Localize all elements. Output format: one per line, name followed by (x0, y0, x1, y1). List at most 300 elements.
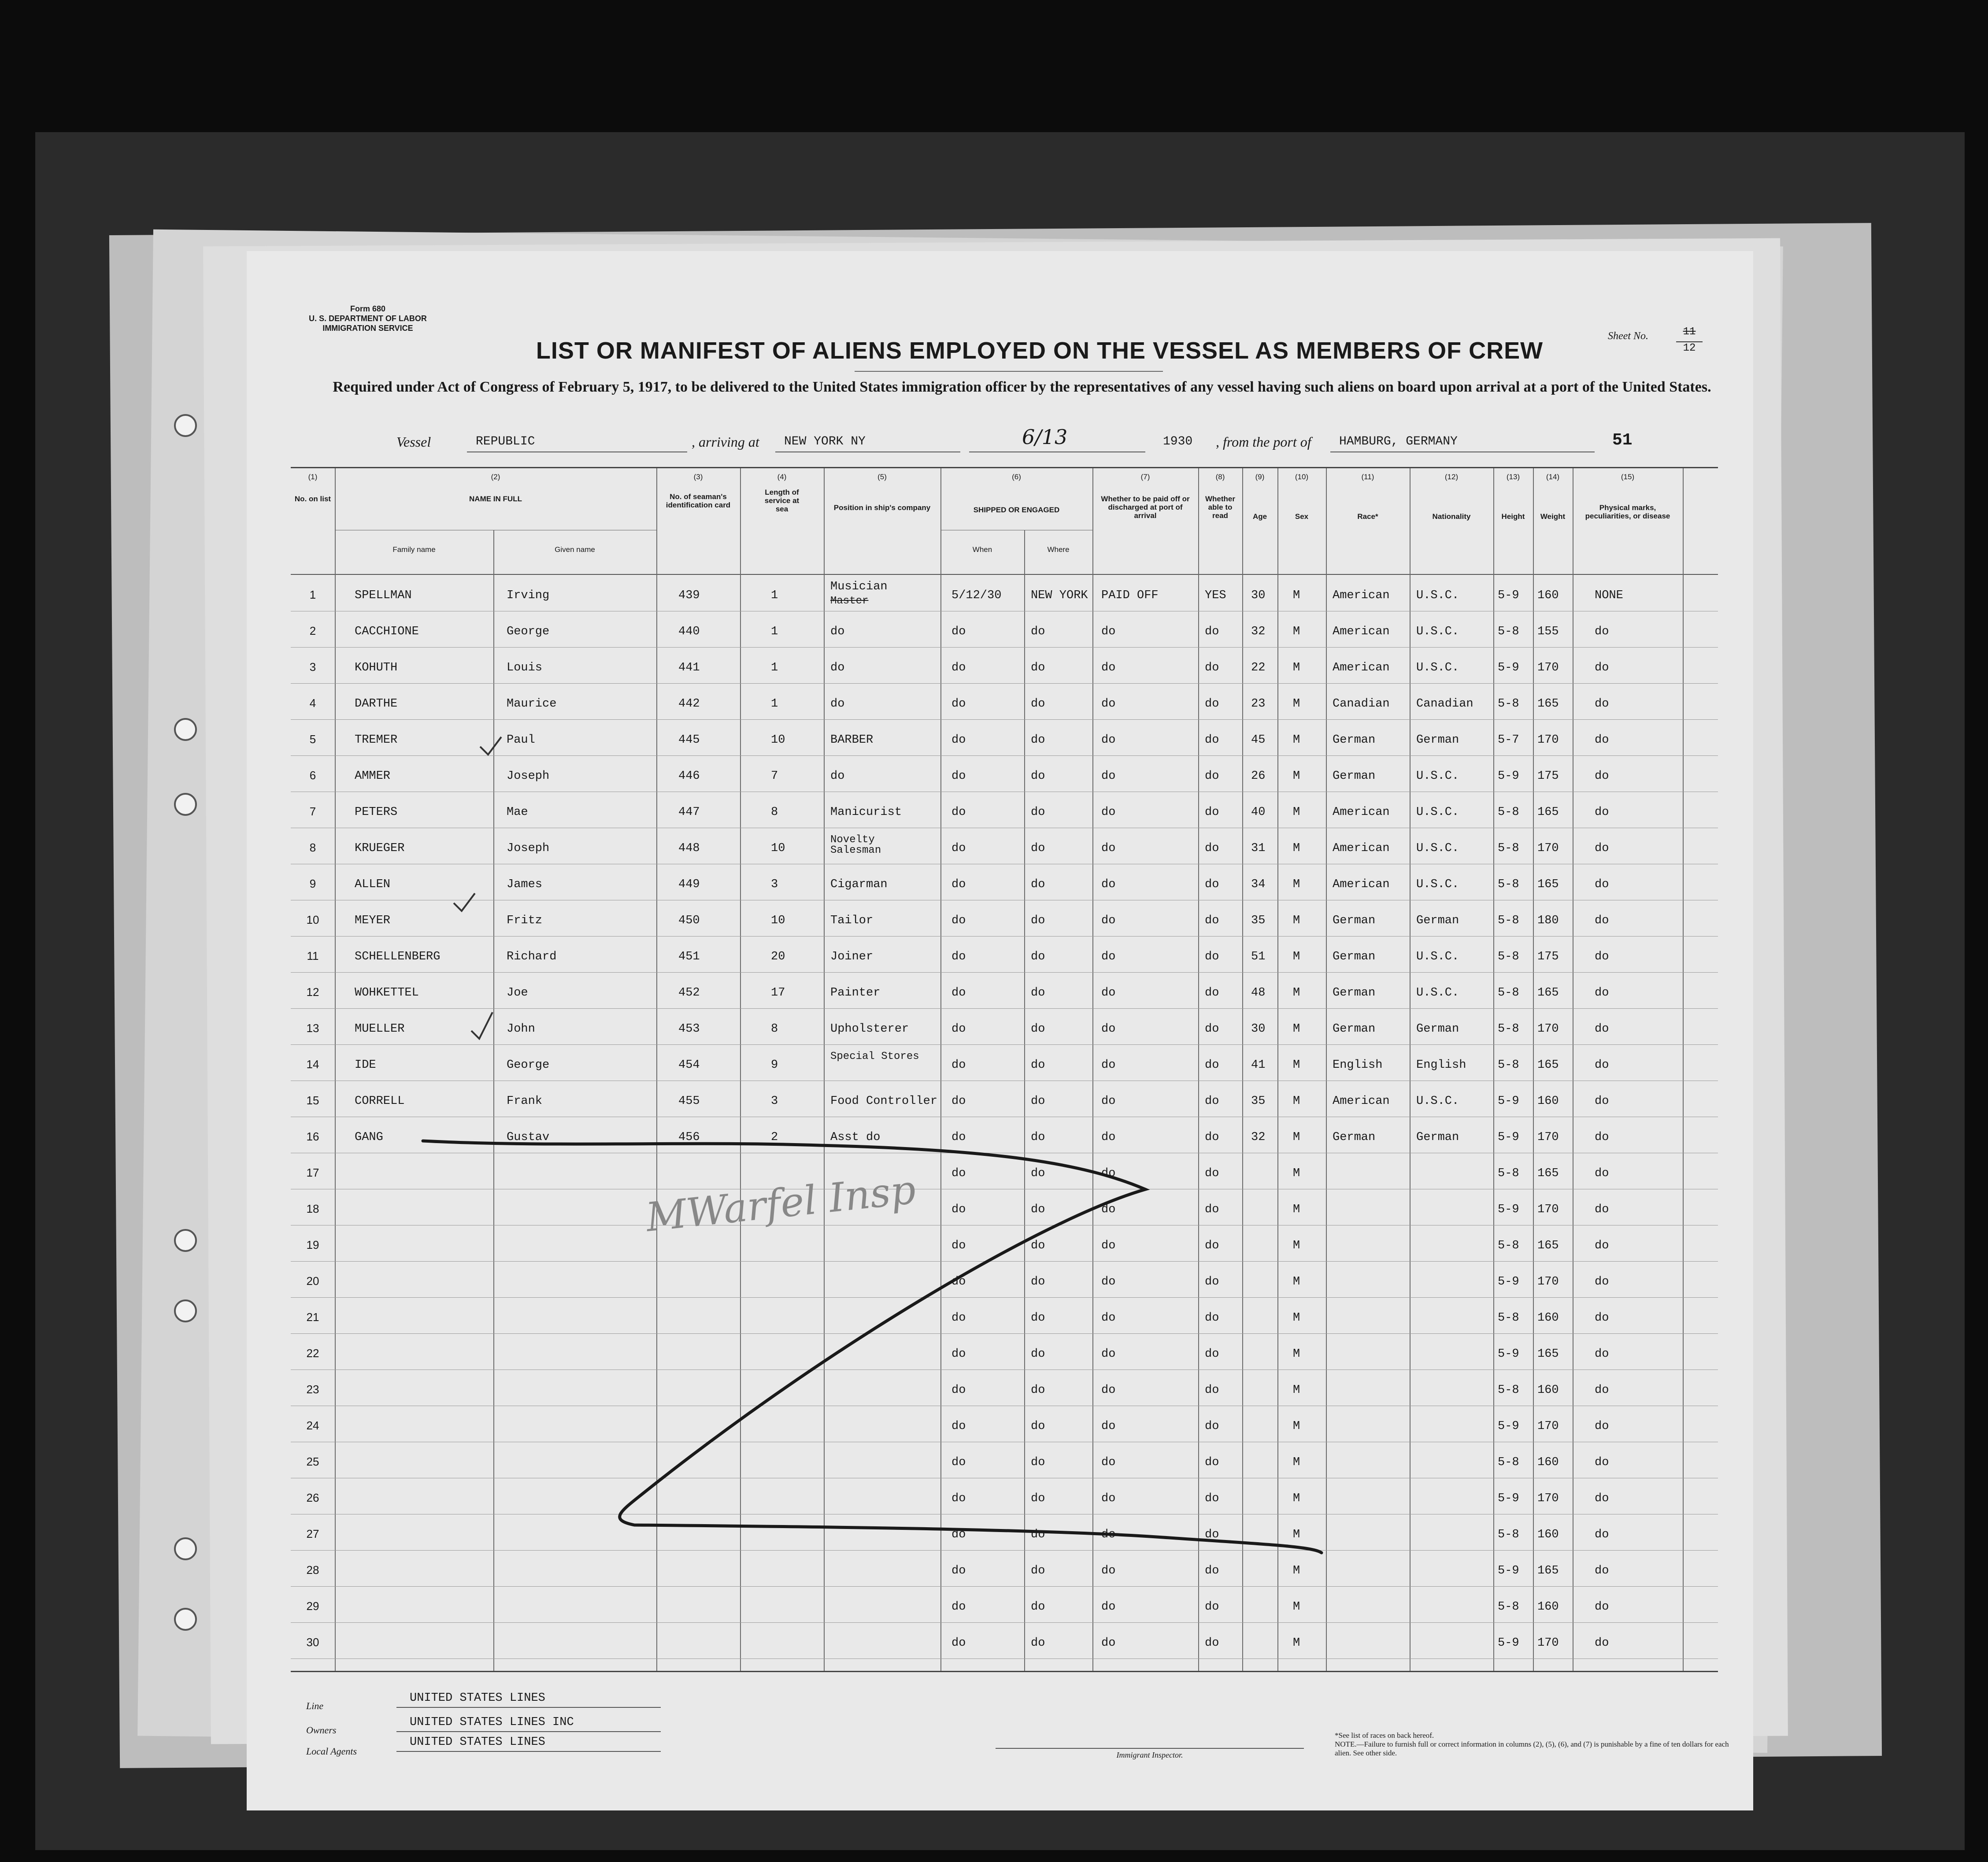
paid-off: do (1101, 1167, 1116, 1180)
row-number: 8 (309, 841, 316, 854)
col-num-2: (2) (491, 473, 500, 481)
position: Cigarman (830, 878, 888, 891)
position: Musician (830, 580, 888, 593)
header-physical-marks: Physical marks, peculiarities, or disease (1585, 503, 1670, 520)
header-family-name: Family name (392, 545, 436, 554)
row-number: 6 (309, 769, 316, 782)
shipped-where: do (1031, 1311, 1045, 1325)
weight: 160 (1537, 1456, 1559, 1469)
nationality: U.S.C. (1416, 986, 1459, 999)
nationality: U.S.C. (1416, 770, 1459, 783)
header-race: Race* (1357, 512, 1378, 521)
length-of-service: 10 (771, 914, 785, 927)
shipped-where: do (1031, 806, 1045, 819)
position: do (830, 697, 845, 711)
family-name: WOHKETTEL (355, 986, 419, 999)
col-num-12: (12) (1444, 473, 1459, 481)
physical-marks: do (1595, 1131, 1609, 1144)
able-to-read: do (1205, 1311, 1219, 1325)
family-name: CACCHIONE (355, 625, 419, 638)
able-to-read: do (1205, 661, 1219, 674)
paid-off: do (1101, 1600, 1116, 1614)
header-length-of-service: Length of service at sea (764, 488, 800, 513)
physical-marks: do (1595, 1564, 1609, 1577)
able-to-read: do (1205, 1095, 1219, 1108)
able-to-read: do (1205, 1239, 1219, 1252)
sex: M (1293, 1095, 1300, 1108)
race: American (1333, 589, 1390, 602)
physical-marks: do (1595, 1347, 1609, 1361)
paid-off: do (1101, 1492, 1116, 1505)
weight: 170 (1537, 1131, 1559, 1144)
shipped-when: do (951, 1131, 966, 1144)
family-name: AMMER (355, 770, 391, 783)
shipped-when: do (951, 1239, 966, 1252)
paid-off: do (1101, 842, 1116, 855)
col-num-15: (15) (1621, 473, 1635, 481)
header-given-name: Given name (555, 545, 595, 554)
height: 5-8 (1498, 806, 1519, 819)
row-number: 2 (309, 624, 316, 637)
header-age: Age (1252, 512, 1267, 521)
height: 5-8 (1498, 1528, 1519, 1541)
shipped-where: do (1031, 1131, 1045, 1144)
length-of-service: 9 (771, 1059, 778, 1072)
col-num-11: (11) (1361, 473, 1374, 481)
length-of-service: 1 (771, 661, 778, 674)
nationality: German (1416, 733, 1459, 747)
arrival-year: 1930 (1163, 435, 1193, 448)
weight: 170 (1537, 733, 1559, 747)
weight: 170 (1537, 842, 1559, 855)
family-name: TREMER (355, 733, 398, 747)
shipped-when: do (951, 1528, 966, 1541)
physical-marks: do (1595, 1167, 1609, 1180)
col-num-3: (3) (693, 473, 703, 481)
punch-hole (174, 793, 197, 816)
header-when: When (972, 545, 992, 554)
sex: M (1293, 1636, 1300, 1650)
race: German (1333, 1022, 1376, 1036)
physical-marks: do (1595, 986, 1609, 999)
weight: 170 (1537, 661, 1559, 674)
age: 32 (1251, 625, 1266, 638)
sex: M (1293, 1492, 1300, 1505)
able-to-read: do (1205, 1456, 1219, 1469)
page-title: LIST OR MANIFEST OF ALIENS EMPLOYED ON THE VESSEL AS MEMBERS OF CREW (536, 337, 1544, 364)
physical-marks: do (1595, 1059, 1609, 1072)
age: 34 (1251, 878, 1266, 891)
family-name: PETERS (355, 806, 398, 819)
length-of-service: 2 (771, 1131, 778, 1144)
sex: M (1293, 661, 1300, 674)
family-name: DARTHE (355, 697, 398, 711)
able-to-read: do (1205, 878, 1219, 891)
header-weight: Weight (1540, 512, 1566, 521)
col-num-4: (4) (777, 473, 787, 481)
shipped-where: do (1031, 770, 1045, 783)
id-card-number: 439 (678, 589, 700, 602)
race: American (1333, 842, 1390, 855)
length-of-service: 10 (771, 842, 785, 855)
height: 5-9 (1498, 1131, 1519, 1144)
line-value: UNITED STATES LINES (410, 1692, 545, 1705)
sex: M (1293, 697, 1300, 711)
shipped-where: do (1031, 661, 1045, 674)
shipped-where: do (1031, 950, 1045, 963)
sex: M (1293, 1564, 1300, 1577)
sex: M (1293, 1131, 1300, 1144)
given-name: George (507, 625, 550, 638)
shipped-where: do (1031, 1095, 1045, 1108)
col-num-7: (7) (1140, 473, 1150, 481)
shipped-when: do (951, 1311, 966, 1325)
nationality: U.S.C. (1416, 806, 1459, 819)
shipped-when: do (951, 986, 966, 999)
paid-off: do (1101, 1131, 1116, 1144)
weight: 170 (1537, 1275, 1559, 1288)
shipped-where: NEW YORK (1031, 589, 1088, 602)
weight: 160 (1537, 1528, 1559, 1541)
vessel-label: Vessel (396, 434, 431, 450)
height: 5-8 (1498, 697, 1519, 711)
row-number: 20 (306, 1274, 319, 1288)
weight: 175 (1537, 950, 1559, 963)
given-name: Frank (507, 1095, 543, 1108)
age: 45 (1251, 733, 1266, 747)
race: American (1333, 1095, 1390, 1108)
age: 31 (1251, 842, 1266, 855)
family-name: MUELLER (355, 1022, 405, 1036)
race: German (1333, 950, 1376, 963)
race: American (1333, 878, 1390, 891)
given-name: John (507, 1022, 535, 1036)
sex: M (1293, 1167, 1300, 1180)
shipped-where: do (1031, 1384, 1045, 1397)
position: Joiner (830, 950, 874, 963)
shipped-when: do (951, 1564, 966, 1577)
weight: 170 (1537, 1203, 1559, 1216)
physical-marks: do (1595, 914, 1609, 927)
id-card-number: 442 (678, 697, 700, 711)
id-card-number: 446 (678, 770, 700, 783)
length-of-service: 1 (771, 589, 778, 602)
paid-off: do (1101, 625, 1116, 638)
punch-hole (174, 414, 197, 437)
age: 23 (1251, 697, 1266, 711)
age: 48 (1251, 986, 1266, 999)
family-name: CORRELL (355, 1095, 405, 1108)
age: 40 (1251, 806, 1266, 819)
length-of-service: 3 (771, 878, 778, 891)
inspector-signature: MWarfel Insp (644, 1166, 918, 1241)
paid-off: do (1101, 1564, 1116, 1577)
able-to-read: do (1205, 806, 1219, 819)
row-number: 1 (309, 588, 316, 601)
able-to-read: do (1205, 1167, 1219, 1180)
from-port: HAMBURG, GERMANY (1339, 435, 1458, 448)
id-card-number: 452 (678, 986, 700, 999)
row-number: 23 (306, 1383, 319, 1396)
header-position: Position in ship's company (833, 503, 931, 512)
shipped-when: do (951, 1095, 966, 1108)
weight: 165 (1537, 806, 1559, 819)
physical-marks: do (1595, 1456, 1609, 1469)
sex: M (1293, 806, 1300, 819)
sex: M (1293, 1275, 1300, 1288)
shipped-when: do (951, 697, 966, 711)
position: BARBER (830, 733, 874, 747)
shipped-where: do (1031, 1167, 1045, 1180)
id-card-number: 441 (678, 661, 700, 674)
sex: M (1293, 1347, 1300, 1361)
able-to-read: do (1205, 986, 1219, 999)
sex: M (1293, 1456, 1300, 1469)
paid-off: do (1101, 1456, 1116, 1469)
height: 5-8 (1498, 1022, 1519, 1036)
physical-marks: do (1595, 1600, 1609, 1614)
able-to-read: do (1205, 1347, 1219, 1361)
shipped-when: do (951, 1420, 966, 1433)
weight: 160 (1537, 589, 1559, 602)
shipped-where: do (1031, 1347, 1045, 1361)
position: Special Stores (830, 1051, 919, 1062)
physical-marks: do (1595, 878, 1609, 891)
able-to-read: do (1205, 950, 1219, 963)
weight: 165 (1537, 878, 1559, 891)
sex: M (1293, 1420, 1300, 1433)
shipped-where: do (1031, 1203, 1045, 1216)
age: 22 (1251, 661, 1266, 674)
vessel-name: REPUBLIC (476, 435, 535, 448)
nationality: Canadian (1416, 697, 1473, 711)
nationality: German (1416, 1131, 1459, 1144)
length-of-service: 7 (771, 770, 778, 783)
line-label: Line (306, 1700, 324, 1711)
sex: M (1293, 1600, 1300, 1614)
check-mark (454, 737, 501, 1039)
shipped-when: do (951, 1600, 966, 1614)
able-to-read: do (1205, 697, 1219, 711)
row-number: 21 (306, 1310, 319, 1324)
physical-marks: NONE (1595, 589, 1623, 602)
sex: M (1293, 986, 1300, 999)
weight: 160 (1537, 1311, 1559, 1325)
shipped-when: do (951, 1636, 966, 1650)
header-paid-off: Whether to be paid off or discharged at port of arrival (1101, 495, 1190, 520)
shipped-when: do (951, 1456, 966, 1469)
handwriting-overlay (247, 251, 1753, 1810)
row-number: 18 (306, 1202, 319, 1215)
shipped-when: do (951, 842, 966, 855)
shipped-when: do (951, 770, 966, 783)
height: 5-8 (1498, 1384, 1519, 1397)
race: German (1333, 914, 1376, 927)
punch-hole (174, 718, 197, 741)
paid-off: do (1101, 1636, 1116, 1650)
family-name: KRUEGER (355, 842, 405, 855)
age: 26 (1251, 770, 1266, 783)
race: American (1333, 661, 1390, 674)
paid-off: do (1101, 1528, 1116, 1541)
given-name: Louis (507, 661, 543, 674)
shipped-where: do (1031, 1239, 1045, 1252)
service-name: IMMIGRATION SERVICE (322, 324, 413, 333)
age: 35 (1251, 1095, 1266, 1108)
owners-label: Owners (306, 1725, 337, 1736)
from-label: , from the port of (1216, 434, 1311, 450)
given-name: Joe (507, 986, 528, 999)
weight: 170 (1537, 1492, 1559, 1505)
nationality: U.S.C. (1416, 625, 1459, 638)
height: 5-9 (1498, 1347, 1519, 1361)
arriving-port: NEW YORK NY (784, 435, 866, 448)
punch-hole (174, 1537, 197, 1560)
able-to-read: do (1205, 1203, 1219, 1216)
physical-marks: do (1595, 697, 1609, 711)
race: American (1333, 625, 1390, 638)
able-to-read: do (1205, 1131, 1219, 1144)
family-name: SCHELLENBERG (355, 950, 441, 963)
physical-marks: do (1595, 842, 1609, 855)
nationality: U.S.C. (1416, 589, 1459, 602)
nationality: U.S.C. (1416, 842, 1459, 855)
sex: M (1293, 770, 1300, 783)
header-id-card: No. of seaman's identification card (666, 492, 731, 509)
race: German (1333, 733, 1376, 747)
height: 5-9 (1498, 1492, 1519, 1505)
shipped-when: do (951, 1384, 966, 1397)
length-of-service: 3 (771, 1095, 778, 1108)
weight: 165 (1537, 1167, 1559, 1180)
col-num-9: (9) (1255, 473, 1265, 481)
family-name: MEYER (355, 914, 391, 927)
arrival-date: 6/13 (1022, 425, 1068, 449)
row-number: 26 (306, 1491, 319, 1504)
weight: 160 (1537, 1095, 1559, 1108)
shipped-where: do (1031, 1059, 1045, 1072)
height: 5-9 (1498, 589, 1519, 602)
shipped-where: do (1031, 1022, 1045, 1036)
sex: M (1293, 842, 1300, 855)
row-number: 3 (309, 660, 316, 674)
sex: M (1293, 1203, 1300, 1216)
age: 35 (1251, 914, 1266, 927)
age: 41 (1251, 1059, 1266, 1072)
height: 5-8 (1498, 625, 1519, 638)
position: Upholsterer (830, 1022, 909, 1036)
race: German (1333, 770, 1376, 783)
length-of-service: 1 (771, 625, 778, 638)
local-agents-label: Local Agents (306, 1746, 357, 1757)
weight: 170 (1537, 1022, 1559, 1036)
row-number: 4 (309, 696, 316, 710)
row-number: 30 (306, 1636, 319, 1649)
shipped-where: do (1031, 878, 1045, 891)
id-card-number: 440 (678, 625, 700, 638)
immigrant-inspector-label: Immigrant Inspector. (996, 1748, 1304, 1760)
paid-off: do (1101, 1022, 1116, 1036)
shipped-when: 5/12/30 (951, 589, 1002, 602)
able-to-read: do (1205, 914, 1219, 927)
physical-marks: do (1595, 1022, 1609, 1036)
row-number: 10 (306, 913, 319, 926)
nationality: U.S.C. (1416, 661, 1459, 674)
height: 5-8 (1498, 842, 1519, 855)
weight: 170 (1537, 1636, 1559, 1650)
row-number: 27 (306, 1527, 319, 1540)
given-name: Fritz (507, 914, 543, 927)
id-card-number: 449 (678, 878, 700, 891)
nationality: U.S.C. (1416, 878, 1459, 891)
id-card-number: 450 (678, 914, 700, 927)
physical-marks: do (1595, 770, 1609, 783)
department-name: U. S. DEPARTMENT OF LABOR (309, 314, 427, 323)
punch-hole (174, 1608, 197, 1631)
shipped-where: do (1031, 1456, 1045, 1469)
paid-off: do (1101, 1059, 1116, 1072)
given-name: James (507, 878, 543, 891)
physical-marks: do (1595, 1311, 1609, 1325)
sex: M (1293, 1239, 1300, 1252)
height: 5-8 (1498, 1239, 1519, 1252)
nationality: German (1416, 914, 1459, 927)
sheet-count: 51 (1612, 431, 1633, 450)
race: German (1333, 1131, 1376, 1144)
sex: M (1293, 914, 1300, 927)
able-to-read: do (1205, 625, 1219, 638)
physical-marks: do (1595, 1095, 1609, 1108)
shipped-where: do (1031, 1636, 1045, 1650)
paid-off: do (1101, 986, 1116, 999)
paid-off: do (1101, 661, 1116, 674)
weight: 160 (1537, 1600, 1559, 1614)
length-of-service: 17 (771, 986, 785, 999)
manifest-sheet (247, 251, 1753, 1810)
shipped-when: do (951, 661, 966, 674)
row-number: 12 (306, 985, 319, 999)
family-name: GANG (355, 1131, 383, 1144)
id-card-number: 454 (678, 1059, 700, 1072)
owners-value: UNITED STATES LINES INC (410, 1716, 574, 1729)
able-to-read: do (1205, 1600, 1219, 1614)
given-name: Mae (507, 806, 528, 819)
paid-off: do (1101, 806, 1116, 819)
paid-off: do (1101, 770, 1116, 783)
sheet-number: 12 (1676, 341, 1703, 354)
physical-marks: do (1595, 1528, 1609, 1541)
local-agents-value: UNITED STATES LINES (410, 1736, 545, 1749)
shipped-where: do (1031, 697, 1045, 711)
height: 5-9 (1498, 1203, 1519, 1216)
position: Novelty Salesman (830, 834, 881, 856)
sex: M (1293, 1022, 1300, 1036)
position: Painter (830, 986, 881, 999)
nationality: English (1416, 1059, 1466, 1072)
id-card-number: 448 (678, 842, 700, 855)
race: American (1333, 806, 1390, 819)
height: 5-8 (1498, 1600, 1519, 1614)
id-card-number: 453 (678, 1022, 700, 1036)
header-no-on-list: No. on list (294, 495, 331, 503)
given-name: Gustav (507, 1131, 550, 1144)
id-card-number: 451 (678, 950, 700, 963)
able-to-read: do (1205, 1059, 1219, 1072)
id-card-number: 455 (678, 1095, 700, 1108)
paid-off: do (1101, 733, 1116, 747)
height: 5-8 (1498, 986, 1519, 999)
given-name: Irving (507, 589, 550, 602)
